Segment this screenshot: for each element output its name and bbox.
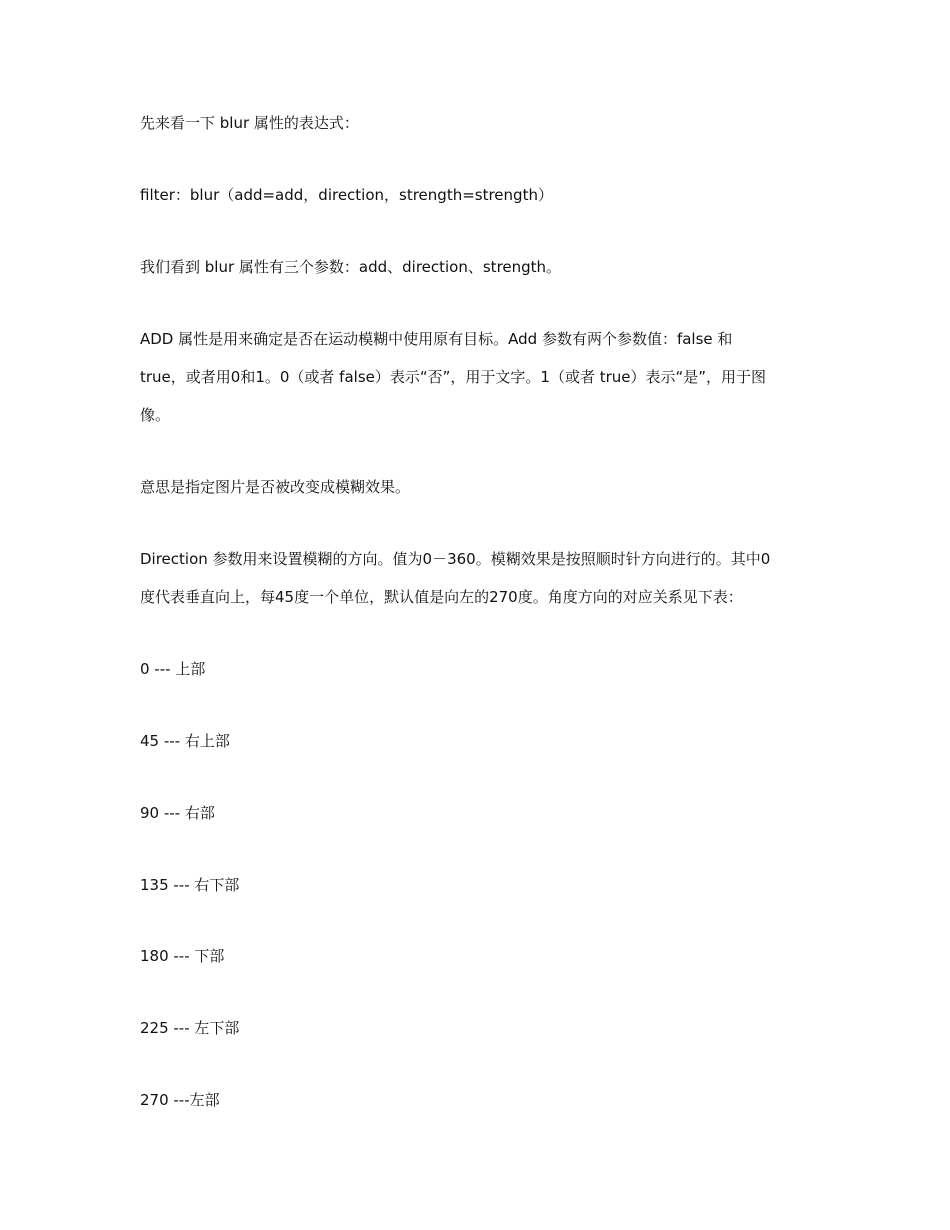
direction-entry-270: 270 ---左部 (140, 1091, 220, 1109)
paragraph-meaning: 意思是指定图片是否被改变成模糊效果。 (140, 478, 411, 496)
add-description-line-1: ADD 属性是用来确定是否在运动模糊中使用原有目标。Add 参数有两个参数值：false 和 (140, 330, 733, 348)
direction-entry-90: 90 --- 右部 (140, 804, 215, 822)
direction-entry-225: 225 --- 左下部 (140, 1019, 240, 1037)
direction-entry-0: 0 --- 上部 (140, 660, 206, 678)
direction-description-line-2: 度代表垂直向上，每45度一个单位，默认值是向左的270度。角度方向的对应关系见下表： (140, 588, 743, 606)
add-description-line-3: 像。 (140, 406, 171, 424)
direction-entry-135: 135 --- 右下部 (140, 876, 240, 894)
paragraph-parameters: 我们看到 blur 属性有三个参数：add、direction、strength。 (140, 258, 562, 276)
direction-description-line-1: Direction 参数用来设置模糊的方向。值为0－360。模糊效果是按照顺时针方向进行的。其中0 (140, 550, 771, 568)
direction-entry-45: 45 --- 右上部 (140, 732, 230, 750)
filter-expression: filter：blur（add=add，direction，strength=strength） (140, 186, 553, 204)
add-description-line-2: true，或者用0和1。0（或者 false）表示“否”，用于文字。1（或者 true）表示“是”，用于图 (140, 368, 767, 386)
direction-entry-180: 180 --- 下部 (140, 947, 225, 965)
paragraph-intro: 先来看一下 blur 属性的表达式： (140, 114, 359, 132)
